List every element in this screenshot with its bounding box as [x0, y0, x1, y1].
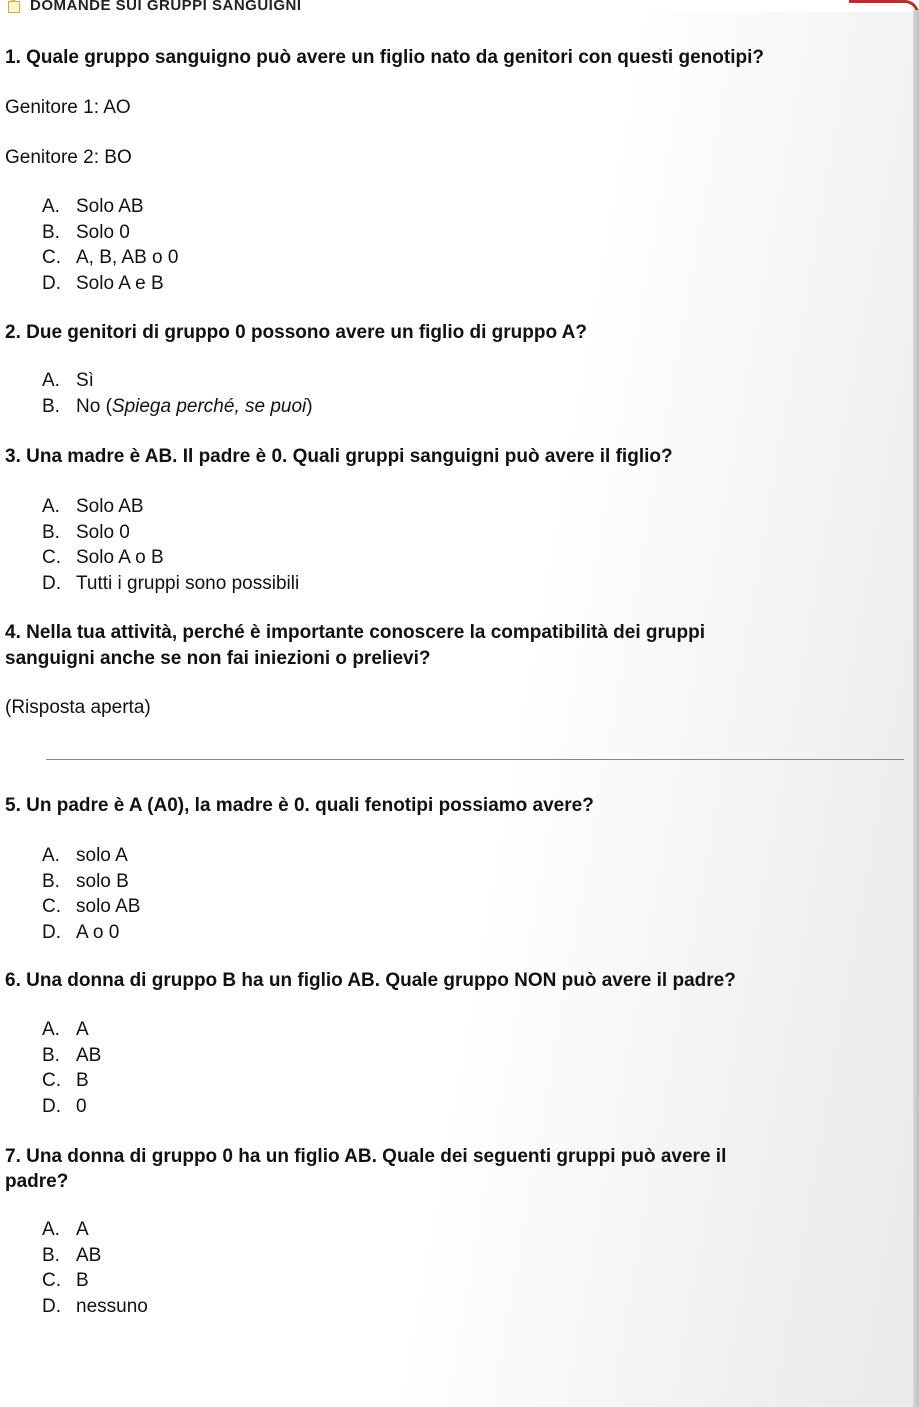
- question-5-text: 5. Un padre è A (A0), la madre è 0. quali fenotipi possiamo avere?: [5, 795, 594, 816]
- question-2-option-b[interactable]: B. No (Spiega perché, se puoi): [42, 395, 313, 417]
- question-5-option-c[interactable]: C. solo AB: [42, 896, 141, 917]
- question-2-options: [42, 368, 313, 419]
- corner-decoration: [849, 0, 919, 18]
- question-6-text: 6. Una donna di gruppo B ha un figlio AB. Quale gruppo NON può avere il padre?: [5, 970, 736, 991]
- memo-icon: [6, 0, 24, 13]
- question-7-options: [42, 1217, 148, 1319]
- question-1-parent-1: Genitore 1: AO: [5, 97, 131, 118]
- question-6-option-a[interactable]: A. A: [42, 1019, 89, 1040]
- question-1-parent-2: Genitore 2: BO: [5, 147, 132, 168]
- question-1-option-a[interactable]: A. Solo AB: [42, 196, 144, 217]
- question-6-option-d[interactable]: D. 0: [42, 1095, 87, 1117]
- question-5-option-d[interactable]: D. A o 0: [42, 921, 120, 943]
- question-4-text-line-1: 4. Nella tua attività, perché è importante conoscere la compatibilità dei gruppi: [5, 622, 706, 643]
- question-4-text-line-2: sanguigni anche se non fai iniezioni o prelievi?: [5, 648, 431, 669]
- question-2-text: 2. Due genitori di gruppo 0 possono avere un figlio di gruppo A?: [5, 322, 587, 343]
- question-1-option-d[interactable]: D. Solo A e B: [42, 272, 164, 294]
- question-6-option-c[interactable]: C. B: [42, 1070, 89, 1091]
- question-7-option-d[interactable]: D. nessuno: [42, 1295, 148, 1317]
- question-3-option-d[interactable]: D. Tutti i gruppi sono possibili: [42, 572, 300, 594]
- question-4-answer-hint: (Risposta aperta): [5, 697, 151, 718]
- question-5-option-b[interactable]: B. solo B: [42, 870, 129, 892]
- question-1-text: 1. Quale gruppo sanguigno può avere un figlio nato da genitori con questi genotipi?: [5, 47, 764, 68]
- question-7-option-b[interactable]: B. AB: [42, 1244, 102, 1266]
- question-3-option-a[interactable]: A. Solo AB: [42, 496, 144, 517]
- question-1-option-c[interactable]: C. A, B, AB o 0: [42, 247, 179, 268]
- question-6-option-b[interactable]: B. AB: [42, 1044, 102, 1066]
- question-7-option-c[interactable]: C. B: [42, 1270, 89, 1291]
- question-1-options: [42, 194, 178, 296]
- question-7-option-a[interactable]: A. A: [42, 1219, 89, 1240]
- question-6-options: [42, 1017, 101, 1119]
- worksheet-header: [6, 0, 302, 16]
- question-5-option-a[interactable]: A. solo A: [42, 845, 128, 866]
- worksheet-title: DOMANDE SUI GRUPPI SANGUIGNI: [30, 0, 302, 14]
- question-7-text-line-2: padre?: [5, 1171, 69, 1192]
- question-3-options: [42, 494, 299, 596]
- question-3-text: 3. Una madre è AB. Il padre è 0. Quali gruppi sanguigni può avere il figlio?: [5, 446, 673, 467]
- question-1-option-b[interactable]: B. Solo 0: [42, 221, 130, 243]
- answer-line[interactable]: [46, 759, 904, 760]
- question-2-option-a[interactable]: A. Sì: [42, 370, 94, 391]
- page-edge-shadow: [913, 10, 919, 1407]
- question-3-option-b[interactable]: B. Solo 0: [42, 521, 130, 543]
- question-7-text-line-1: 7. Una donna di gruppo 0 ha un figlio AB. Quale dei seguenti gruppi può avere il: [5, 1146, 727, 1167]
- question-5-options: [42, 843, 140, 945]
- question-3-option-c[interactable]: C. Solo A o B: [42, 547, 164, 568]
